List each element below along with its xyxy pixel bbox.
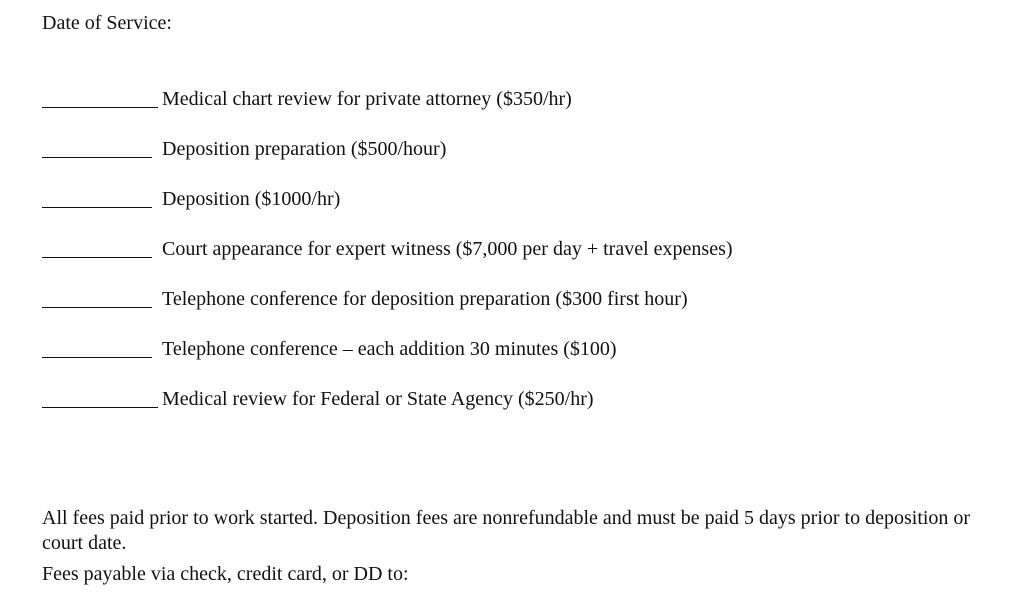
service-row <box>42 287 942 337</box>
service-row <box>42 87 942 137</box>
service-description: Telephone conference – each addition 30 minutes ($100) <box>162 338 617 360</box>
service-description: Medical chart review for private attorney ($350/hr) <box>162 88 572 110</box>
service-description: Medical review for Federal or State Agency ($250/hr) <box>162 388 594 410</box>
service-blank-line <box>42 287 152 311</box>
service-row <box>42 337 942 387</box>
service-description: Deposition ($1000/hr) <box>162 188 341 210</box>
date-of-service-label: Date of Service: <box>42 12 172 34</box>
service-row <box>42 187 942 237</box>
service-description: Deposition preparation ($500/hour) <box>162 138 447 160</box>
service-row <box>42 137 942 187</box>
service-checklist <box>42 87 942 437</box>
service-blank-line <box>42 87 158 111</box>
service-blank-line <box>42 337 152 361</box>
payment-methods: Fees payable via check, credit card, or DD to: <box>42 563 409 585</box>
service-row <box>42 387 942 437</box>
service-description: Telephone conference for deposition preparation ($300 first hour) <box>162 288 688 310</box>
service-blank-line <box>42 187 152 211</box>
fees-notice: All fees paid prior to work started. Deposition fees are nonrefundable and must be paid 5 days prior to deposition or court date. <box>42 507 971 554</box>
service-blank-line <box>42 387 158 411</box>
service-blank-line <box>42 237 152 261</box>
service-row <box>42 237 942 287</box>
service-description: Court appearance for expert witness ($7,000 per day + travel expenses) <box>162 238 733 260</box>
service-blank-line <box>42 137 152 161</box>
